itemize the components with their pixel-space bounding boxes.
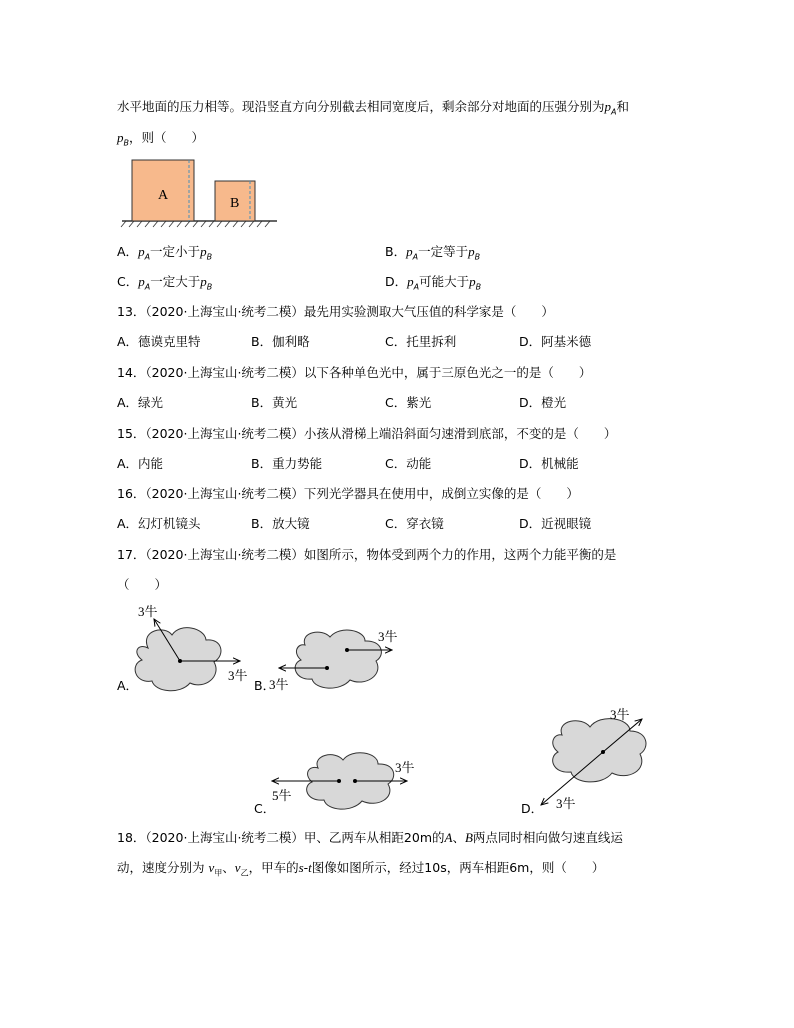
separator: 、	[452, 830, 465, 845]
sub-jia: 甲	[214, 868, 223, 878]
v-symbol: v	[208, 860, 215, 875]
q13-option-d: D．阿基米德	[519, 334, 592, 349]
figure-c-letter: C．	[254, 801, 276, 816]
figure-b-force-2: 3牛	[269, 677, 289, 692]
q16-option-c: C．穿衣镜	[385, 516, 444, 531]
q14-stem: 14．（2020·上海宝山·统考二模）以下各种单色光中，属于三原色光之一的是（ ）	[117, 365, 592, 380]
figure-a-letter: A．	[117, 678, 139, 693]
figure-a-cloud	[135, 619, 240, 691]
q15-option-c: C．动能	[385, 456, 432, 471]
sub-a: A	[144, 252, 151, 262]
figure-d-force-1: 3牛	[610, 707, 630, 722]
sub-b: B	[474, 252, 481, 262]
figure-a-force-1: 3牛	[138, 604, 158, 619]
q13-option-b: B．伽利略	[251, 334, 310, 349]
q17-stem: 17．（2020·上海宝山·统考二模）如图所示，物体受到两个力的作用，这两个力能平衡的是	[117, 547, 617, 562]
sub-a: A	[413, 282, 420, 292]
q14-option-d: D．橙光	[519, 395, 567, 410]
q12-line2-tail: ，则（ ）	[129, 130, 205, 145]
option-text: 可能大于	[419, 274, 470, 289]
q18-text-pre: 18．（2020·上海宝山·统考二模）甲、乙两车从相距20m的	[117, 830, 445, 845]
q15-option-a: A．内能	[117, 456, 164, 471]
sub-a: A	[144, 282, 151, 292]
dash: -	[303, 860, 309, 875]
q16-option-d: D．近视眼镜	[519, 516, 592, 531]
sub-b: B	[475, 282, 482, 292]
q16-option-b: B．放大镜	[251, 516, 310, 531]
and-text: 和	[616, 99, 630, 114]
figure-b-letter: B．	[254, 678, 276, 693]
p-symbol: p	[138, 244, 145, 259]
q12-line1-text: 水平地面的压力相等。现沿竖直方向分别截去相同宽度后，剩余部分对地面的压强分别为	[117, 99, 605, 114]
v-symbol: v	[234, 860, 241, 875]
p-symbol: p	[138, 274, 145, 289]
p-symbol: p	[200, 244, 207, 259]
figure-b-cloud	[279, 630, 392, 688]
figure-d-cloud	[541, 719, 646, 805]
option-text: 一定小于	[150, 244, 201, 259]
q18-line1	[117, 830, 623, 846]
sub-a: A	[611, 107, 617, 117]
p-symbol: p	[406, 244, 413, 259]
q17-stem-2: （ ）	[117, 577, 168, 592]
q16-option-a: A．幻灯机镜头	[117, 516, 201, 531]
point-a: A	[444, 830, 453, 845]
option-text: 一定等于	[418, 244, 469, 259]
q15-option-b: B．重力势能	[251, 456, 323, 471]
sub-b: B	[123, 138, 129, 148]
sub-b: B	[206, 282, 213, 292]
s-symbol: s	[298, 860, 304, 875]
figure-c-cloud	[272, 753, 407, 809]
option-letter: B．	[385, 244, 407, 259]
q13-option-c: C．托里拆利	[385, 334, 457, 349]
option-letter: C．	[117, 274, 139, 289]
q15-option-d: D．机械能	[519, 456, 579, 471]
p-symbol: p	[469, 274, 476, 289]
t-symbol: t	[308, 860, 312, 875]
q13-stem: 13．（2020·上海宝山·统考二模）最先用实验测取大气压值的科学家是（ ）	[117, 304, 554, 319]
figure-c-force-1: 5牛	[272, 788, 292, 803]
q16-stem: 16．（2020·上海宝山·统考二模）下列光学器具在使用中，成倒立实像的是（ ）	[117, 486, 579, 501]
point-b: B	[464, 830, 473, 845]
p-symbol: p	[117, 130, 124, 145]
q14-option-c: C．紫光	[385, 395, 432, 410]
q13-option-a: A．德谟克里特	[117, 334, 201, 349]
q14-option-a: A．绿光	[117, 395, 164, 410]
figure-d-letter: D．	[521, 801, 544, 816]
p-symbol: p	[468, 244, 475, 259]
q18-line2-post: 图像如图所示，经过10s，两车相距6m，则（ ）	[311, 860, 605, 875]
sub-b: B	[206, 252, 213, 262]
sub-a: A	[412, 252, 419, 262]
p-symbol: p	[604, 99, 612, 114]
q18-line2	[117, 860, 604, 882]
p-symbol: p	[200, 274, 207, 289]
figure-a-force-2: 3牛	[228, 668, 248, 683]
option-text: 一定大于	[150, 274, 201, 289]
figure-d-force-2: 3牛	[556, 796, 576, 811]
q18-line2-mid: ，甲车的	[248, 860, 299, 875]
separator: 、	[222, 860, 235, 875]
q14-option-b: B．黄光	[251, 395, 298, 410]
p-symbol: p	[407, 274, 414, 289]
q18-text-post: 两点同时相向做匀速直线运	[472, 830, 623, 845]
block-b-label: B	[230, 196, 240, 211]
figure-c-force-2: 3牛	[395, 760, 415, 775]
sub-yi: 乙	[240, 868, 249, 878]
figure-b-force-1: 3牛	[378, 629, 398, 644]
option-letter: A．	[117, 244, 139, 259]
option-letter: D．	[385, 274, 408, 289]
q18-line2-pre: 动，速度分别为	[117, 860, 205, 875]
block-a-label: A	[158, 188, 169, 203]
q15-stem: 15．（2020·上海宝山·统考二模）小孩从滑梯上端沿斜面匀速滑到底部，不变的是（ ）	[117, 426, 617, 441]
